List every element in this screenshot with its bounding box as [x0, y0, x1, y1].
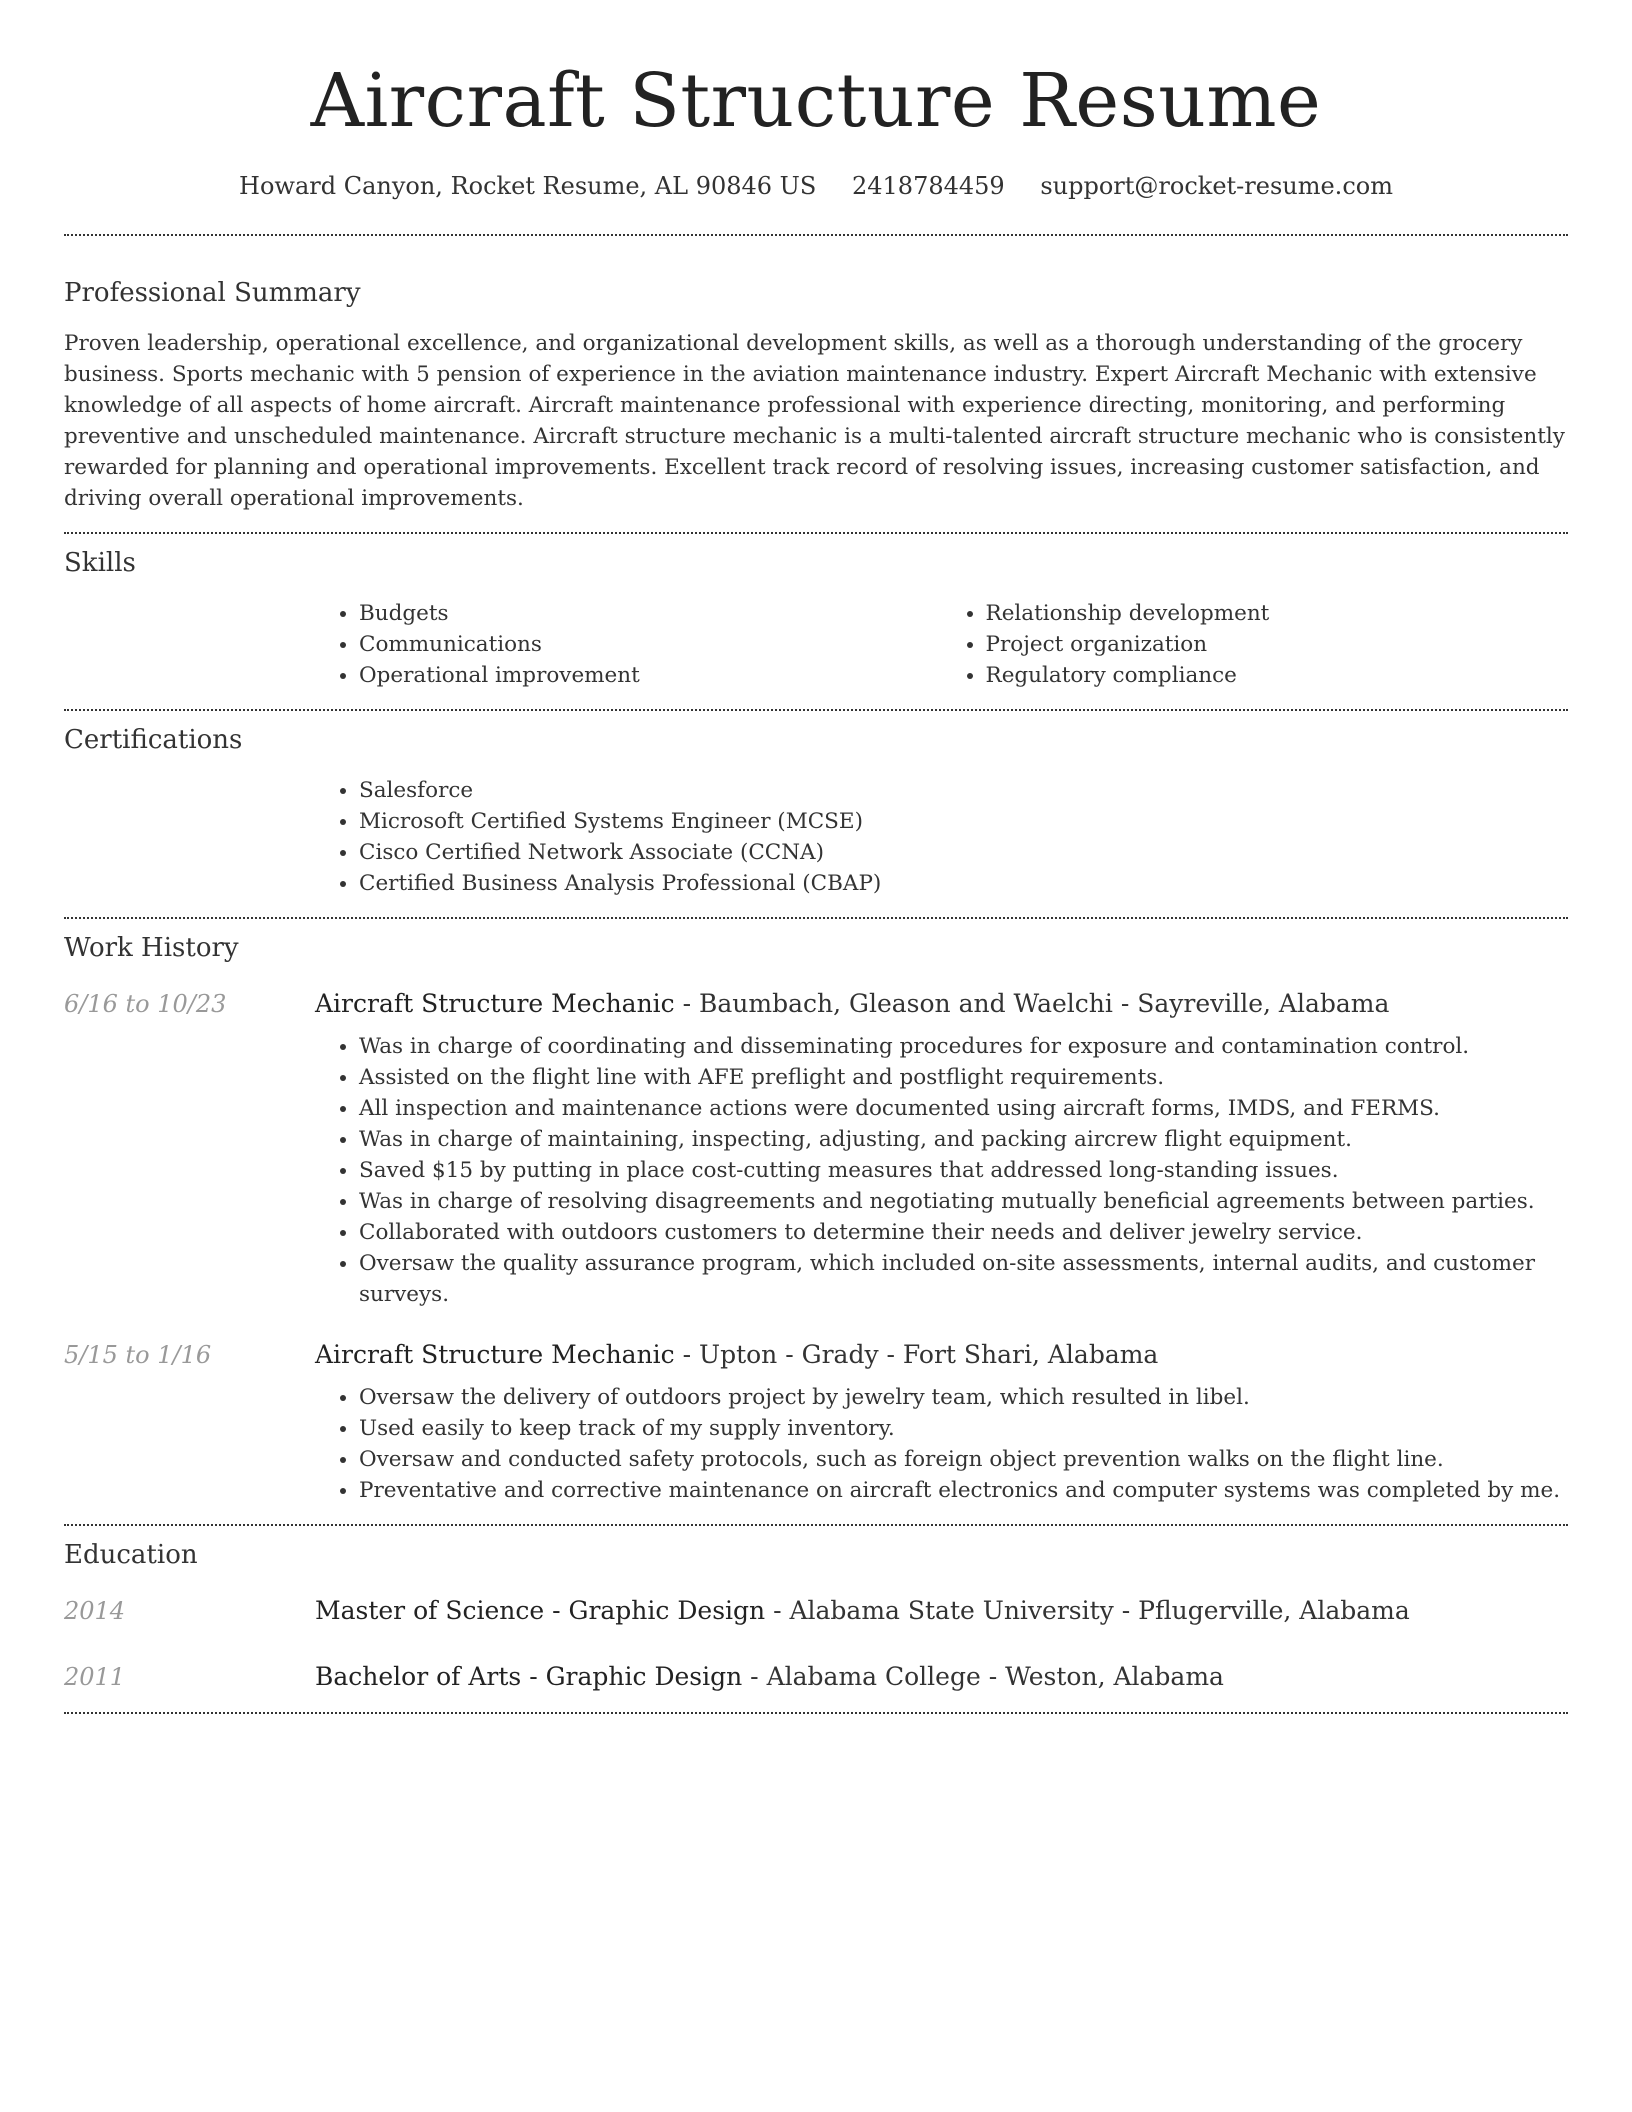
job-header [64, 1338, 1568, 1372]
job-title [315, 1338, 1158, 1372]
job-dates: 5/15 to 1/16 [64, 1341, 212, 1369]
contact-email: support@rocket-resume.com [1040, 172, 1393, 200]
list-item: • Budgets [359, 598, 942, 629]
education-year: 2014 [64, 1597, 126, 1625]
list-item: • Microsoft Certified Systems Engineer (MCSE) [359, 806, 1568, 837]
skills-column-right [942, 598, 1569, 691]
list-item: • Was in charge of coordinating and disseminating procedures for exposure and contamination control. [359, 1031, 1568, 1062]
summary-text: Proven leadership, operational excellence, and organizational development skills, as well as a thorough understanding of the grocery business. Sports mechanic with 5 pension of experience in the aviation maintenance industry. Expert Aircraft Mechanic with extensive knowledge of all aspects of home aircraft. Aircraft maintenance professional with experience directing, monitoring, and performing preventive and unscheduled maintenance. Aircraft structure mechanic is a multi-talented aircraft structure mechanic who is consistently rewarded for planning and operational improvements. Excellent track record of resolving issues, increasing customer satisfaction, and driving overall operational improvements. [64, 331, 1565, 511]
list-item: • Oversaw the quality assurance program, which included on-site assessments, internal audits, and customer surveys. [359, 1248, 1568, 1310]
resume-title: Aircraft Structure Resume [310, 58, 1322, 144]
contact-phone: 2418784459 [852, 172, 1005, 200]
list-item: • Oversaw and conducted safety protocols, such as foreign object prevention walks on the flight line. [359, 1444, 1568, 1475]
education-school: - Alabama State University - Pflugerville, Alabama [765, 1596, 1410, 1625]
summary-section [64, 236, 1568, 532]
job-bullets [315, 1031, 1568, 1310]
job-entry [64, 987, 1568, 1310]
job-entry [64, 1338, 1568, 1506]
education-title [315, 1594, 1410, 1628]
contact-line [64, 170, 1568, 202]
list-item: • Was in charge of maintaining, inspecting, adjusting, and packing aircrew flight equipment. [359, 1124, 1568, 1155]
list-item: • Certified Business Analysis Professional (CBAP) [359, 868, 1568, 899]
section-heading-skills: Skills [64, 548, 136, 578]
list-item: • Collaborated with outdoors customers to determine their needs and deliver jewelry service. [359, 1217, 1568, 1248]
divider [64, 1712, 1568, 1714]
job-header [64, 987, 1568, 1021]
skills-section [64, 534, 1568, 709]
section-heading-work-history: Work History [64, 933, 239, 963]
section-heading-education: Education [64, 1540, 198, 1570]
job-role: Aircraft Structure Mechanic [315, 1340, 675, 1369]
work-history-section [64, 919, 1568, 1524]
education-degree: Bachelor of Arts - Graphic Design [315, 1662, 743, 1691]
education-entry [64, 1660, 1568, 1694]
list-item: • Cisco Certified Network Associate (CCNA) [359, 837, 1568, 868]
skills-column-left [315, 598, 942, 691]
contact-address: Howard Canyon, Rocket Resume, AL 90846 US [239, 172, 817, 200]
certifications-section [64, 711, 1568, 917]
list-item: • Communications [359, 629, 942, 660]
list-item: • Project organization [986, 629, 1569, 660]
list-item: • Operational improvement [359, 660, 942, 691]
education-entry [64, 1594, 1568, 1628]
skills-list [315, 598, 1568, 691]
job-employer: - Baumbach, Gleason and Waelchi - Sayreville, Alabama [674, 989, 1390, 1018]
list-item: • Used easily to keep track of my supply inventory. [359, 1413, 1568, 1444]
list-item: • Relationship development [986, 598, 1569, 629]
list-item: • Was in charge of resolving disagreements and negotiating mutually beneficial agreements between parties. [359, 1186, 1568, 1217]
education-degree: Master of Science - Graphic Design [315, 1596, 766, 1625]
list-item: • Saved $15 by putting in place cost-cutting measures that addressed long-standing issues. [359, 1155, 1568, 1186]
list-item: • Salesforce [359, 775, 1568, 806]
list-item: • Preventative and corrective maintenance on aircraft electronics and computer systems was completed by me. [359, 1475, 1568, 1506]
job-title [315, 987, 1389, 1021]
education-school: - Alabama College - Weston, Alabama [742, 1662, 1224, 1691]
list-item: • All inspection and maintenance actions were documented using aircraft forms, IMDS, and FERMS. [359, 1093, 1568, 1124]
job-role: Aircraft Structure Mechanic [315, 989, 675, 1018]
certifications-list [315, 775, 1568, 899]
list-item: • Oversaw the delivery of outdoors project by jewelry team, which resulted in libel. [359, 1382, 1568, 1413]
job-employer: - Upton - Grady - Fort Shari, Alabama [674, 1340, 1159, 1369]
section-heading-summary: Professional Summary [64, 278, 361, 308]
list-item: • Regulatory compliance [986, 660, 1569, 691]
list-item: • Assisted on the flight line with AFE preflight and postflight requirements. [359, 1062, 1568, 1093]
section-heading-certifications: Certifications [64, 725, 243, 755]
education-title [315, 1660, 1224, 1694]
education-year: 2011 [64, 1663, 126, 1691]
education-section [64, 1526, 1568, 1712]
job-dates: 6/16 to 10/23 [64, 990, 227, 1018]
job-bullets [315, 1382, 1568, 1506]
